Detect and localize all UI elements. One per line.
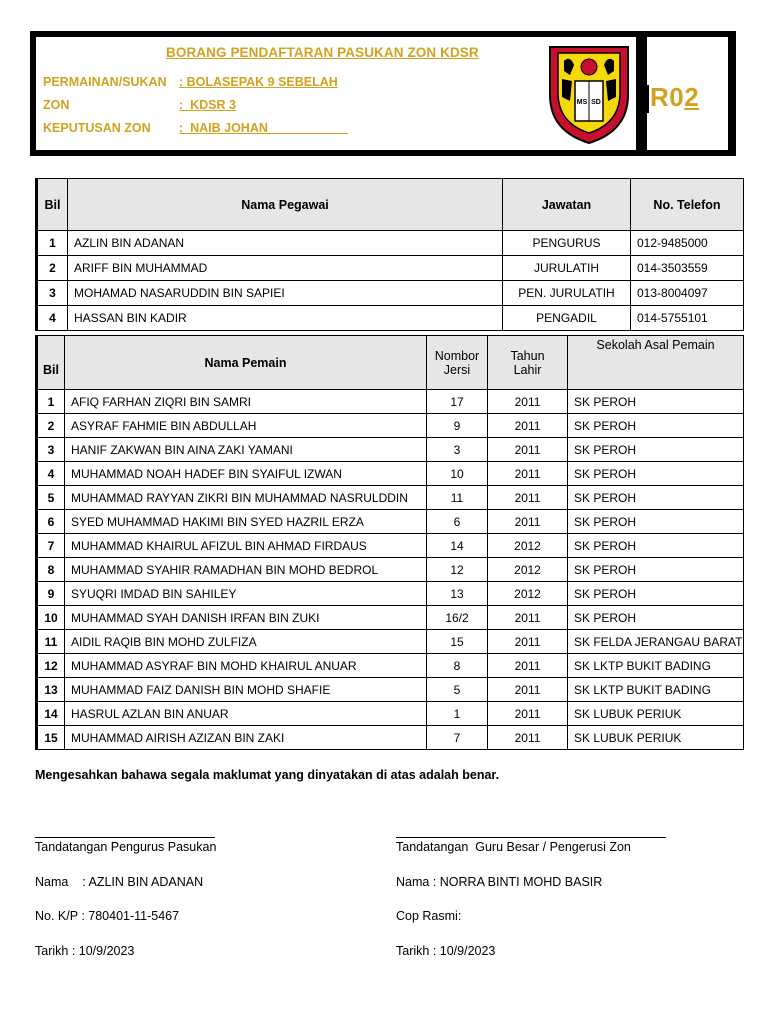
player-jersey-number: 13 [427, 582, 488, 606]
player-bil: 6 [37, 510, 65, 534]
official-stamp-label: Cop Rasmi: [396, 909, 462, 923]
player-name: MUHAMMAD SYAH DANISH IRFAN BIN ZUKI [65, 606, 427, 630]
officer-name: AZLIN BIN ADANAN [68, 231, 503, 256]
player-jersey-number: 6 [427, 510, 488, 534]
player-name: HASRUL AZLAN BIN ANUAR [65, 702, 427, 726]
info-value: : NAIB JOHAN ___________ [179, 121, 348, 135]
form-header-info [36, 37, 636, 150]
player-birth-year: 2011 [488, 630, 568, 654]
col-header-phone: No. Telefon [631, 179, 744, 231]
player-jersey-number: 3 [427, 438, 488, 462]
player-school: SK FELDA JERANGAU BARAT [568, 630, 744, 654]
school-sports-emblem-icon [542, 41, 636, 147]
player-name: MUHAMMAD RAYYAN ZIKRI BIN MUHAMMAD NASRULDDIN [65, 486, 427, 510]
player-school: SK PEROH [568, 414, 744, 438]
form-header-banner [30, 31, 736, 156]
players-table [35, 335, 744, 750]
info-label: KEPUTUSAN ZON [43, 121, 151, 135]
officer-name: MOHAMAD NASARUDDIN BIN SAPIEI [68, 281, 503, 306]
player-school: SK PEROH [568, 534, 744, 558]
player-name: SYUQRI IMDAD BIN SAHILEY [65, 582, 427, 606]
headmaster-name: Nama : NORRA BINTI MOHD BASIR [396, 875, 603, 889]
officer-bil: 4 [37, 306, 68, 331]
player-name: ASYRAF FAHMIE BIN ABDULLAH [65, 414, 427, 438]
code-divider [647, 85, 649, 113]
player-row [37, 726, 744, 750]
officers-header-row [37, 179, 744, 231]
player-school: SK PEROH [568, 606, 744, 630]
col-header-bil: Bil [37, 179, 68, 231]
officer-bil: 2 [37, 256, 68, 281]
officers-table-body [37, 231, 744, 331]
player-jersey-number: 11 [427, 486, 488, 510]
form-code-digit: 2 [684, 82, 700, 112]
player-jersey-number: 16/2 [427, 606, 488, 630]
emblem-letters-right: SD [591, 99, 601, 106]
player-jersey-number: 1 [427, 702, 488, 726]
info-row-result [43, 121, 348, 135]
player-birth-year: 2011 [488, 510, 568, 534]
form-title: BORANG PENDAFTARAN PASUKAN ZON KDSR [166, 45, 479, 60]
player-name: MUHAMMAD AIRISH AZIZAN BIN ZAKI [65, 726, 427, 750]
officer-role: PENGURUS [503, 231, 631, 256]
player-jersey-number: 14 [427, 534, 488, 558]
player-bil: 7 [37, 534, 65, 558]
officer-phone: 013-8004097 [631, 281, 744, 306]
player-jersey-number: 12 [427, 558, 488, 582]
player-row [37, 390, 744, 414]
confirmation-statement: Mengesahkan bahawa segala maklumat yang dinyatakan di atas adalah benar. [35, 768, 500, 782]
col-header-birth-year: Tahun Lahir [488, 336, 568, 390]
officer-phone: 014-3503559 [631, 256, 744, 281]
player-bil: 1 [37, 390, 65, 414]
player-birth-year: 2012 [488, 534, 568, 558]
player-row [37, 534, 744, 558]
player-bil: 9 [37, 582, 65, 606]
player-row [37, 558, 744, 582]
info-value: : KDSR 3 [179, 98, 236, 112]
player-jersey-number: 7 [427, 726, 488, 750]
officer-row [37, 231, 744, 256]
player-jersey-number: 10 [427, 462, 488, 486]
player-birth-year: 2011 [488, 486, 568, 510]
player-row [37, 606, 744, 630]
manager-signature-title: Tandatangan Pengurus Pasukan [35, 840, 217, 854]
player-name: AFIQ FARHAN ZIQRI BIN SAMRI [65, 390, 427, 414]
info-value: : BOLASEPAK 9 SEBELAH [179, 75, 338, 89]
player-birth-year: 2011 [488, 702, 568, 726]
form-code [650, 82, 699, 113]
emblem-letters-left: MS [576, 99, 588, 106]
player-row [37, 702, 744, 726]
player-school: SK PEROH [568, 558, 744, 582]
officer-row [37, 256, 744, 281]
player-school: SK LUBUK PERIUK [568, 726, 744, 750]
player-bil: 10 [37, 606, 65, 630]
player-name: MUHAMMAD KHAIRUL AFIZUL BIN AHMAD FIRDAUS [65, 534, 427, 558]
info-row-sport [43, 75, 338, 89]
player-school: SK PEROH [568, 486, 744, 510]
player-school: SK LKTP BUKIT BADING [568, 678, 744, 702]
player-name: MUHAMMAD SYAHIR RAMADHAN BIN MOHD BEDROL [65, 558, 427, 582]
player-jersey-number: 5 [427, 678, 488, 702]
manager-date: Tarikh : 10/9/2023 [35, 944, 135, 958]
player-bil: 13 [37, 678, 65, 702]
player-row [37, 630, 744, 654]
player-birth-year: 2011 [488, 438, 568, 462]
player-birth-year: 2011 [488, 726, 568, 750]
signature-line-manager [35, 837, 215, 838]
headmaster-signature-title: Tandatangan Guru Besar / Pengerusi Zon [396, 840, 631, 854]
officer-row [37, 306, 744, 331]
officer-row [37, 281, 744, 306]
player-row [37, 438, 744, 462]
col-header-bil: Bil [37, 336, 65, 390]
player-name: MUHAMMAD ASYRAF BIN MOHD KHAIRUL ANUAR [65, 654, 427, 678]
player-bil: 4 [37, 462, 65, 486]
player-bil: 14 [37, 702, 65, 726]
player-name: HANIF ZAKWAN BIN AINA ZAKI YAMANI [65, 438, 427, 462]
player-row [37, 678, 744, 702]
form-code-main: R0 [650, 82, 685, 112]
player-school: SK PEROH [568, 462, 744, 486]
col-header-player-name: Nama Pemain [65, 336, 427, 390]
officer-bil: 1 [37, 231, 68, 256]
player-bil: 8 [37, 558, 65, 582]
player-school: SK LUBUK PERIUK [568, 702, 744, 726]
players-table-body [37, 390, 744, 750]
officer-role: JURULATIH [503, 256, 631, 281]
player-birth-year: 2011 [488, 678, 568, 702]
officer-role: PEN. JURULATIH [503, 281, 631, 306]
player-school: SK PEROH [568, 438, 744, 462]
player-bil: 3 [37, 438, 65, 462]
signature-line-headmaster [396, 837, 666, 838]
info-label: PERMAINAN/SUKAN [43, 75, 167, 89]
player-name: MUHAMMAD NOAH HADEF BIN SYAIFUL IZWAN [65, 462, 427, 486]
officer-name: ARIFF BIN MUHAMMAD [68, 256, 503, 281]
officer-phone: 014-5755101 [631, 306, 744, 331]
player-jersey-number: 15 [427, 630, 488, 654]
player-school: SK PEROH [568, 510, 744, 534]
player-row [37, 654, 744, 678]
officer-role: PENGADIL [503, 306, 631, 331]
player-row [37, 462, 744, 486]
player-jersey-number: 9 [427, 414, 488, 438]
player-birth-year: 2012 [488, 558, 568, 582]
officers-table [35, 178, 744, 331]
col-header-school: Sekolah Asal Pemain [568, 336, 744, 390]
manager-name: Nama : AZLIN BIN ADANAN [35, 875, 204, 889]
player-bil: 2 [37, 414, 65, 438]
player-row [37, 510, 744, 534]
col-header-role: Jawatan [503, 179, 631, 231]
player-bil: 5 [37, 486, 65, 510]
officer-phone: 012-9485000 [631, 231, 744, 256]
player-birth-year: 2012 [488, 582, 568, 606]
player-school: SK LKTP BUKIT BADING [568, 654, 744, 678]
player-school: SK PEROH [568, 582, 744, 606]
player-bil: 12 [37, 654, 65, 678]
player-name: AIDIL RAQIB BIN MOHD ZULFIZA [65, 630, 427, 654]
player-birth-year: 2011 [488, 462, 568, 486]
player-bil: 11 [37, 630, 65, 654]
player-name: MUHAMMAD FAIZ DANISH BIN MOHD SHAFIE [65, 678, 427, 702]
player-row [37, 486, 744, 510]
player-bil: 15 [37, 726, 65, 750]
officer-name: HASSAN BIN KADIR [68, 306, 503, 331]
officer-bil: 3 [37, 281, 68, 306]
col-header-jersey: Nombor Jersi [427, 336, 488, 390]
info-row-zone [43, 98, 236, 112]
player-row [37, 582, 744, 606]
player-birth-year: 2011 [488, 654, 568, 678]
form-code-box [647, 37, 728, 150]
player-jersey-number: 8 [427, 654, 488, 678]
player-birth-year: 2011 [488, 606, 568, 630]
col-header-officer-name: Nama Pegawai [68, 179, 503, 231]
player-row [37, 414, 744, 438]
headmaster-date: Tarikh : 10/9/2023 [396, 944, 496, 958]
player-school: SK PEROH [568, 390, 744, 414]
players-header-row [37, 336, 744, 390]
player-birth-year: 2011 [488, 414, 568, 438]
manager-ic-number: No. K/P : 780401-11-5467 [35, 909, 180, 923]
player-name: SYED MUHAMMAD HAKIMI BIN SYED HAZRIL ERZA [65, 510, 427, 534]
player-birth-year: 2011 [488, 390, 568, 414]
player-jersey-number: 17 [427, 390, 488, 414]
info-label: ZON [43, 98, 70, 112]
